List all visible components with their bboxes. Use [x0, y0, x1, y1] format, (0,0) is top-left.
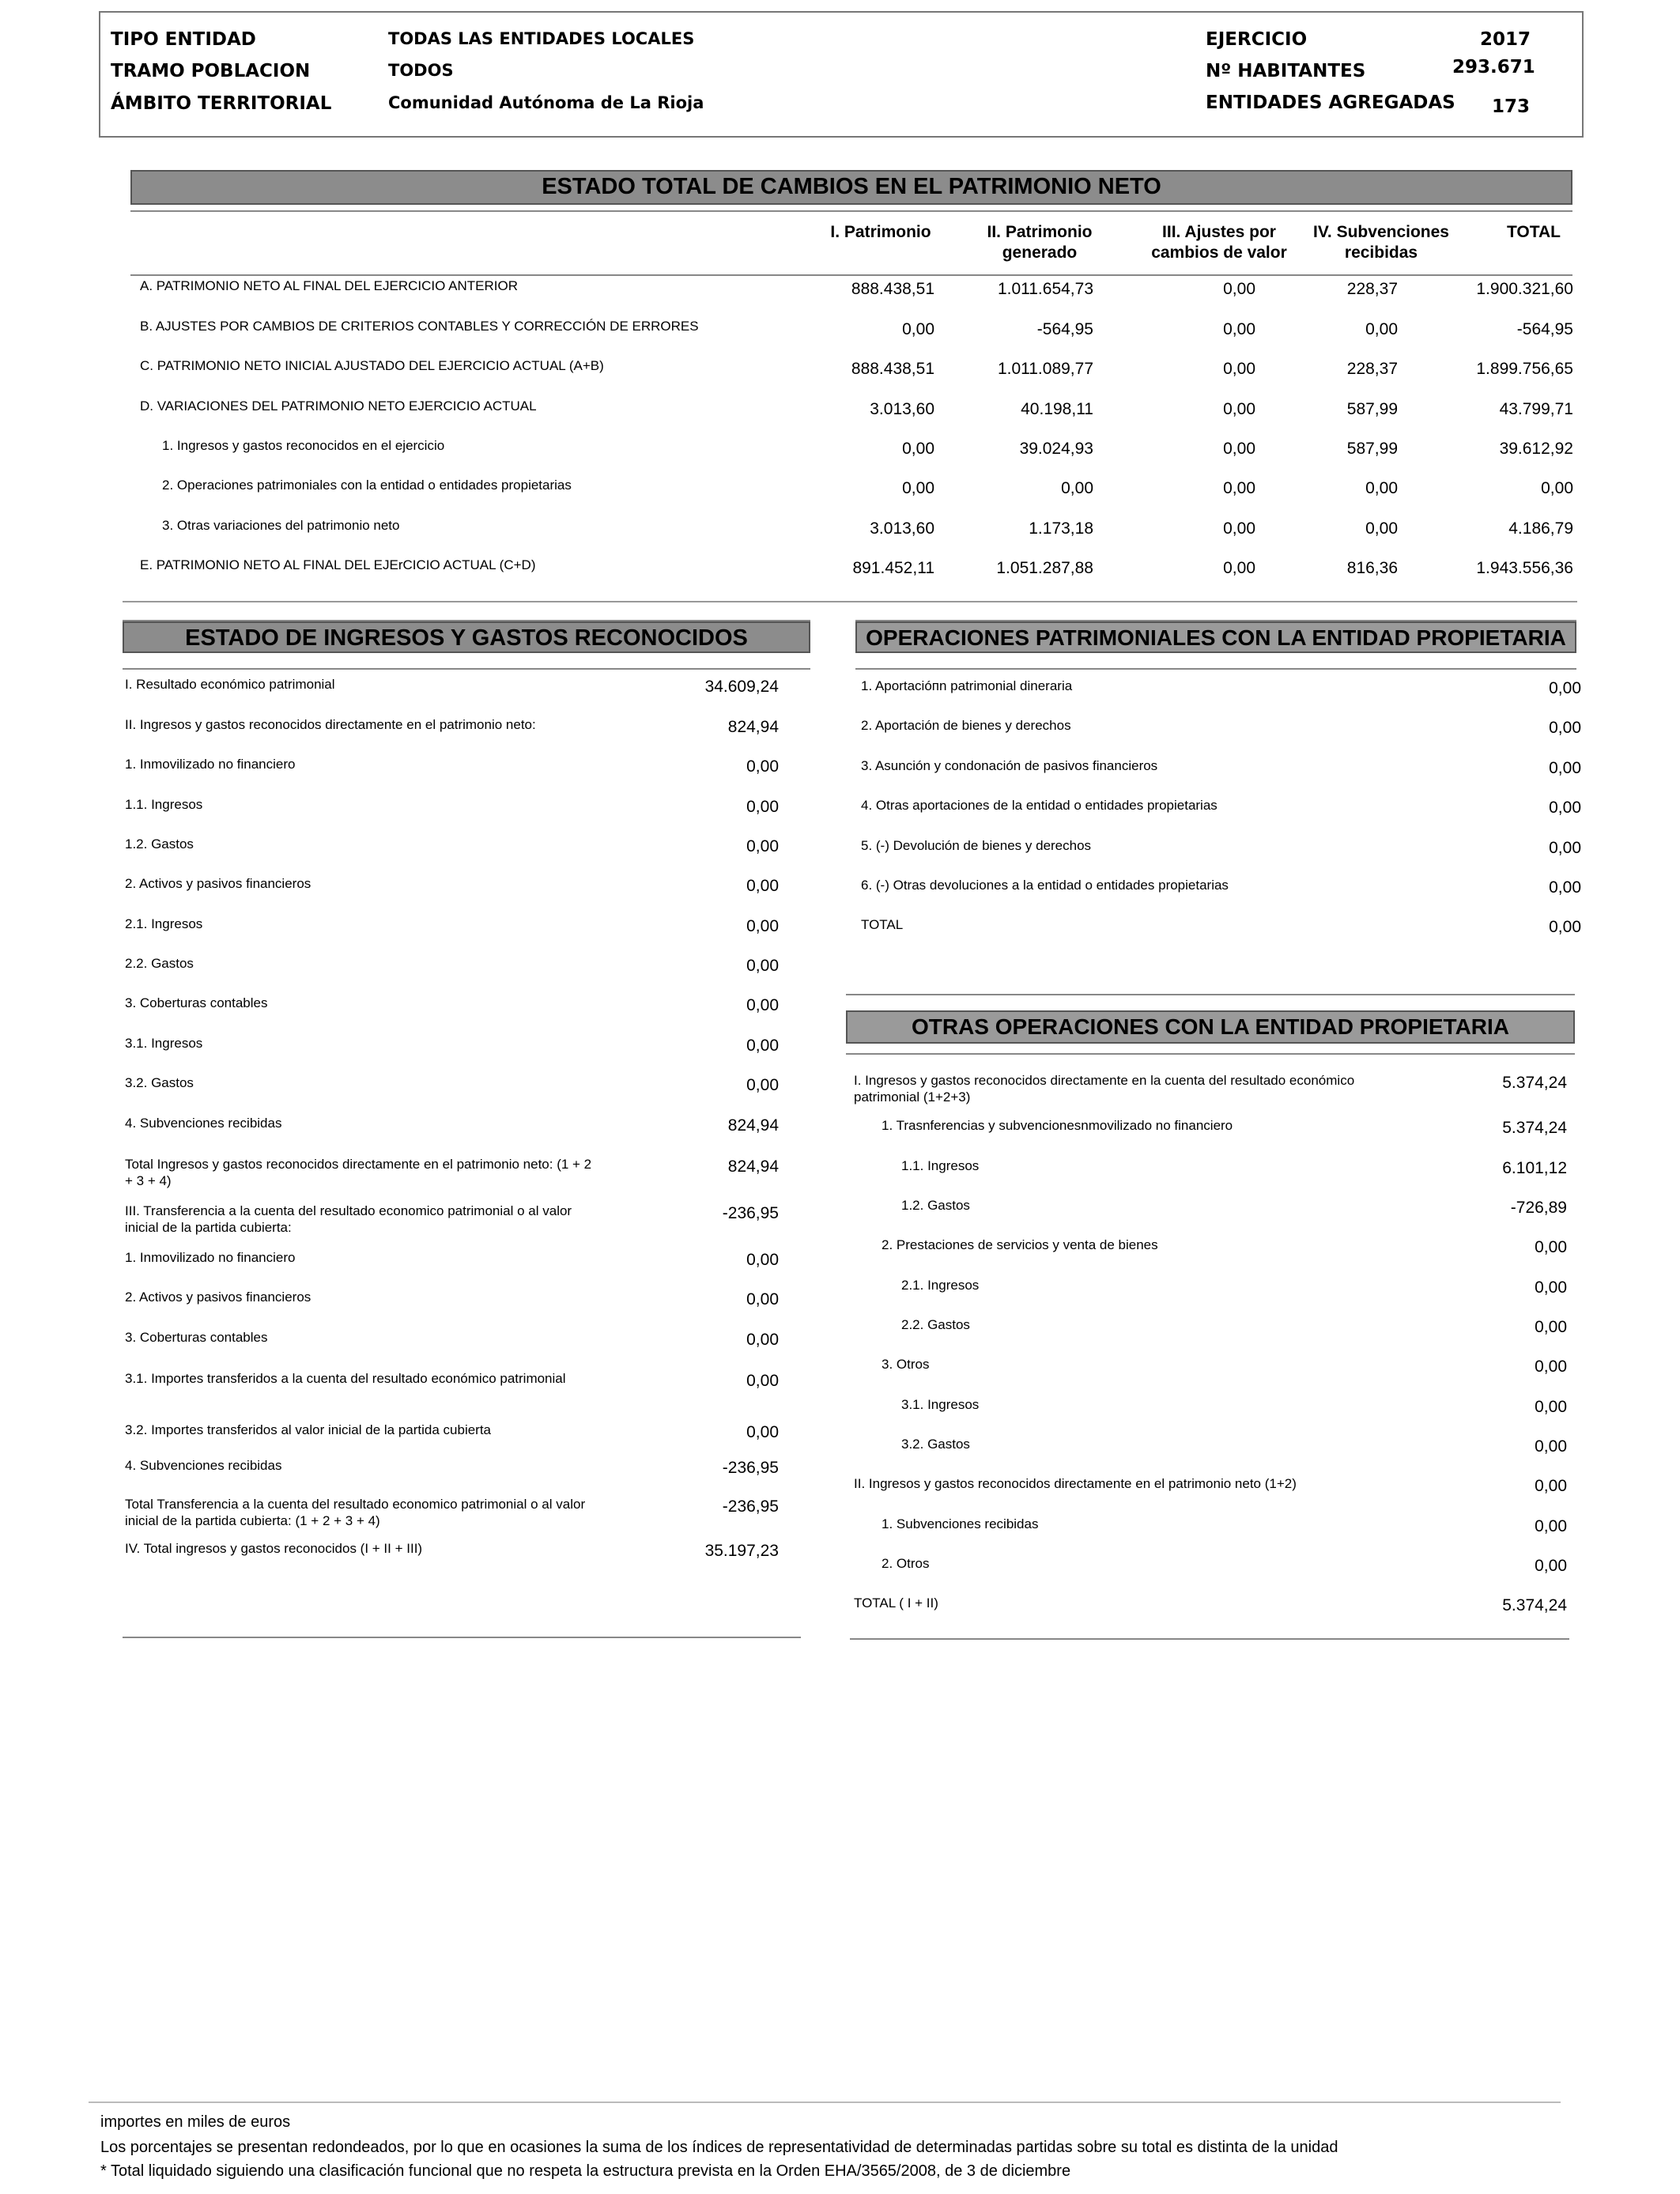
otras-row-value: 6.101,12 — [1502, 1159, 1567, 1177]
ejercicio-label: EJERCICIO — [1206, 29, 1308, 50]
divider — [130, 210, 1572, 212]
operaciones-row-value: 0,00 — [1549, 719, 1581, 737]
patrimonio-cell: 1.173,18 — [1029, 519, 1093, 538]
ingresos-row-label: 3.2. Gastos — [125, 1075, 194, 1090]
ingresos-row-value: 0,00 — [746, 957, 779, 975]
patrimonio-cell: 3.013,60 — [870, 400, 934, 418]
ingresos-row-label: 4. Subvenciones recibidas — [125, 1116, 282, 1131]
column-header: III. Ajustes por — [1162, 223, 1276, 241]
otras-row-label: 2. Prestaciones de servicios y venta de bienes — [882, 1237, 1158, 1252]
patrimonio-cell: 0,00 — [902, 320, 934, 338]
ingresos-row-value: 824,94 — [727, 718, 779, 736]
ingresos-row-label: 2. Activos y pasivos financieros — [125, 876, 311, 891]
ingresos-row-value: 0,00 — [746, 877, 779, 895]
otras-row-label: 1. Subvenciones recibidas — [882, 1516, 1039, 1531]
ingresos-row-label: Total Ingresos y gastos reconocidos directamente en el patrimonio neto: (1 + 2 + 3 + 4) — [125, 1157, 592, 1188]
operaciones-row-label: 2. Aportación de bienes y derechos — [861, 718, 1071, 733]
patrimonio-cell: 0,00 — [1223, 360, 1255, 378]
patrimonio-cell: 0,00 — [1365, 479, 1398, 497]
otras-row-label: 2. Otros — [882, 1556, 930, 1571]
patrimonio-cell: 0,00 — [1223, 320, 1255, 338]
tipo-entidad-value: TODAS LAS ENTIDADES LOCALES — [388, 29, 695, 48]
patrimonio-cell: 4.186,79 — [1508, 519, 1573, 538]
column-header: IV. Subvenciones — [1313, 223, 1449, 241]
ingresos-row-label: 1.2. Gastos — [125, 836, 194, 852]
patrimonio-cell: 0,00 — [1223, 400, 1255, 418]
patrimonio-cell: 1.051.287,88 — [996, 559, 1093, 577]
ingresos-row-value: 0,00 — [746, 1251, 779, 1269]
patrimonio-cell: 587,99 — [1346, 440, 1398, 458]
entidades-value: 173 — [1492, 96, 1531, 117]
habitantes-value: 293.671 — [1452, 57, 1535, 77]
patrimonio-cell: 0,00 — [1223, 280, 1255, 298]
otras-row-label: TOTAL ( I + II) — [854, 1595, 938, 1611]
otras-row-label: II. Ingresos y gastos reconocidos directamente en el patrimonio neto (1+2) — [854, 1476, 1297, 1491]
patrimonio-cell: 0,00 — [1365, 320, 1398, 338]
ingresos-row-label: 3. Coberturas contables — [125, 995, 268, 1010]
otras-row-label: 2.1. Ingresos — [901, 1278, 980, 1293]
operaciones-row-label: 6. (-) Otras devoluciones a la entidad o entidades propietarias — [861, 878, 1229, 893]
column-header: II. Patrimonio — [987, 223, 1093, 241]
divider — [850, 1638, 1569, 1640]
ingresos-row-label: Total Transferencia a la cuenta del resultado economico patrimonial o al valor inicial de la partida cubierta: (1 + 2 + 3 + 4) — [125, 1497, 586, 1528]
habitantes-label: Nº HABITANTES — [1206, 61, 1366, 81]
ingresos-row-label: 2.2. Gastos — [125, 956, 194, 971]
operaciones-row-value: 0,00 — [1549, 878, 1581, 897]
otras-row-value: 0,00 — [1535, 1358, 1567, 1376]
ingresos-row-label: I. Resultado económico patrimonial — [125, 677, 335, 692]
patrimonio-cell: 0,00 — [1365, 519, 1398, 538]
otras-row-value: 0,00 — [1535, 1278, 1567, 1297]
patrimonio-row-label: C. PATRIMONIO NETO INICIAL AJUSTADO DEL EJERCICIO ACTUAL (A+B) — [140, 358, 604, 373]
patrimonio-cell: 0,00 — [1223, 440, 1255, 458]
ingresos-row-value: 0,00 — [746, 917, 779, 935]
patrimonio-cell: 1.899.756,65 — [1476, 360, 1573, 378]
otras-row-label: 1. Trasnferencias y subvencionesnmovilizado no financiero — [882, 1118, 1233, 1133]
column-header-sub: cambios de valor — [1151, 244, 1287, 262]
patrimonio-cell: 228,37 — [1346, 360, 1398, 378]
otras-row-label: 3.1. Ingresos — [901, 1397, 980, 1412]
operaciones-row-label: 3. Asunción y condonación de pasivos financieros — [861, 758, 1158, 773]
patrimonio-cell: -564,95 — [1036, 320, 1093, 338]
otras-row-value: 0,00 — [1535, 1477, 1567, 1495]
tramo-value: TODOS — [388, 61, 454, 80]
patrimonio-row-label: A. PATRIMONIO NETO AL FINAL DEL EJERCICIO ANTERIOR — [140, 278, 518, 293]
ingresos-row-value: -236,95 — [722, 1497, 779, 1516]
otras-row-value: 0,00 — [1535, 1318, 1567, 1336]
ejercicio-value: 2017 — [1480, 29, 1531, 50]
ingresos-row-value: 34.609,24 — [704, 678, 779, 696]
patrimonio-cell: 816,36 — [1346, 559, 1398, 577]
patrimonio-cell: 43.799,71 — [1499, 400, 1573, 418]
divider — [123, 668, 810, 670]
divider — [130, 274, 1572, 276]
operaciones-row-label: TOTAL — [861, 917, 904, 932]
ingresos-row-label: 2. Activos y pasivos financieros — [125, 1290, 311, 1305]
patrimonio-cell: 1.011.089,77 — [997, 360, 1093, 378]
ingresos-row-label: III. Transferencia a la cuenta del resultado economico patrimonial o al valor inicial de la partida cubierta: — [125, 1203, 572, 1235]
patrimonio-cell: 0,00 — [902, 440, 934, 458]
operaciones-row-value: 0,00 — [1549, 839, 1581, 857]
ingresos-row-label: 1. Inmovilizado no financiero — [125, 757, 296, 772]
operaciones-row-value: 0,00 — [1549, 759, 1581, 777]
patrimonio-row-label: D. VARIACIONES DEL PATRIMONIO NETO EJERCICIO ACTUAL — [140, 398, 537, 413]
operaciones-row-label: 1. Aportacióпn patrimonial dineraria — [861, 678, 1073, 693]
otras-row-value: 0,00 — [1535, 1517, 1567, 1535]
column-header: I. Patrimonio — [830, 223, 931, 241]
operaciones-row-label: 5. (-) Devolución de bienes y derechos — [861, 838, 1092, 853]
tipo-entidad-label: TIPO ENTIDAD — [111, 29, 256, 50]
otras-row-value: 0,00 — [1535, 1398, 1567, 1416]
patrimonio-row-label: 1. Ingresos y gastos reconocidos en el ejercicio — [162, 438, 445, 453]
patrimonio-cell: 888.438,51 — [851, 360, 934, 378]
ingresos-row-value: 0,00 — [746, 1037, 779, 1055]
ingresos-row-label: 2.1. Ingresos — [125, 916, 203, 931]
ingresos-row-label: 3.1. Ingresos — [125, 1036, 203, 1051]
patrimonio-cell: 891.452,11 — [852, 559, 934, 577]
otras-row-value: 0,00 — [1535, 1238, 1567, 1256]
ingresos-row-value: 824,94 — [727, 1157, 779, 1176]
patrimonio-cell: 1.943.556,36 — [1476, 559, 1573, 577]
patrimonio-cell: 228,37 — [1346, 280, 1398, 298]
otras-row-label: 3. Otros — [882, 1357, 930, 1372]
ingresos-row-value: 0,00 — [746, 757, 779, 776]
footer-units: importes en miles de euros — [100, 2113, 291, 2131]
ingresos-row-value: 0,00 — [746, 1076, 779, 1094]
ingresos-row-label: 1. Inmovilizado no financiero — [125, 1250, 296, 1265]
ingresos-row-label: 3. Coberturas contables — [125, 1330, 268, 1345]
patrimonio-cell: 1.011.654,73 — [997, 280, 1093, 298]
otras-row-value: -726,89 — [1510, 1199, 1567, 1217]
column-header-sub: recibidas — [1344, 244, 1418, 262]
ingresos-row-value: 0,00 — [746, 996, 779, 1014]
ingresos-row-value: 824,94 — [727, 1116, 779, 1135]
patrimonio-cell: 3.013,60 — [870, 519, 934, 538]
otras-title: OTRAS OPERACIONES CON LA ENTIDAD PROPIETARIA — [846, 1010, 1575, 1044]
ingresos-row-label: IV. Total ingresos y gastos reconocidos (I + II + III) — [125, 1541, 423, 1556]
ingresos-row-value: -236,95 — [722, 1459, 779, 1477]
patrimonio-row-label: E. PATRIMONIO NETO AL FINAL DEL EJErCICIO ACTUAL (C+D) — [140, 557, 536, 572]
ingresos-row-label: 3.1. Importes transferidos a la cuenta del resultado económico patrimonial — [125, 1371, 566, 1386]
patrimonio-cell: 0,00 — [1223, 559, 1255, 577]
ingresos-row-label: II. Ingresos y gastos reconocidos directamente en el patrimonio neto: — [125, 717, 536, 732]
patrimonio-title: ESTADO TOTAL DE CAMBIOS EN EL PATRIMONIO NETO — [130, 170, 1572, 205]
tramo-label: TRAMO POBLACION — [111, 61, 311, 81]
divider — [855, 668, 1576, 670]
operaciones-row-label: 4. Otras aportaciones de la entidad o entidades propietarias — [861, 798, 1218, 813]
operaciones-row-value: 0,00 — [1549, 799, 1581, 817]
patrimonio-row-label: B. AJUSTES POR CAMBIOS DE CRITERIOS CONTABLES Y CORRECCIÓN DE ERRORES — [140, 319, 699, 334]
otras-row-value: 0,00 — [1535, 1437, 1567, 1456]
ambito-label: ÁMBITO TERRITORIAL — [111, 93, 332, 114]
otras-row-value: 0,00 — [1535, 1557, 1567, 1575]
footer-note-percent: Los porcentajes se presentan redondeados, por lo que en ocasiones la suma de los índices de representatividad de determinadas partidas sobre su total es distinta de la unidad — [100, 2139, 1338, 2156]
patrimonio-cell: 39.612,92 — [1499, 440, 1573, 458]
footer-note-total: * Total liquidado siguiendo una clasificación funcional que no respeta la estructura prevista en la Orden EHA/3565/2008, de 3 de diciembre — [100, 2162, 1071, 2180]
patrimonio-cell: 0,00 — [1541, 479, 1573, 497]
patrimonio-cell: 40.198,11 — [1021, 400, 1093, 418]
ingresos-row-value: 0,00 — [746, 1290, 779, 1308]
column-header: TOTAL — [1506, 223, 1561, 241]
patrimonio-row-label: 2. Operaciones patrimoniales con la entidad o entidades propietarias — [162, 478, 572, 493]
patrimonio-cell: 888.438,51 — [851, 280, 934, 298]
patrimonio-cell: 587,99 — [1346, 400, 1398, 418]
otras-row-value: 5.374,24 — [1502, 1074, 1567, 1092]
ingresos-row-value: 0,00 — [746, 798, 779, 816]
patrimonio-cell: 0,00 — [1223, 519, 1255, 538]
divider — [846, 994, 1575, 995]
patrimonio-cell: 0,00 — [902, 479, 934, 497]
otras-row-label: 3.2. Gastos — [901, 1437, 970, 1452]
divider — [123, 1637, 801, 1638]
patrimonio-cell: 0,00 — [1223, 479, 1255, 497]
otras-row-label: I. Ingresos y gastos reconocidos directamente en la cuenta del resultado económico patrimonial (1+2+3) — [854, 1073, 1355, 1105]
patrimonio-cell: 0,00 — [1061, 479, 1093, 497]
footer-divider — [89, 2101, 1561, 2103]
ingresos-title: ESTADO DE INGRESOS Y GASTOS RECONOCIDOS — [123, 621, 810, 653]
otras-row-label: 1.2. Gastos — [901, 1198, 970, 1213]
ingresos-row-value: 0,00 — [746, 1423, 779, 1441]
patrimonio-cell: 39.024,93 — [1019, 440, 1093, 458]
patrimonio-row-label: 3. Otras variaciones del patrimonio neto — [162, 518, 400, 533]
ingresos-row-value: 0,00 — [746, 1331, 779, 1349]
ingresos-row-label: 1.1. Ingresos — [125, 797, 203, 812]
ingresos-row-value: 0,00 — [746, 1372, 779, 1390]
patrimonio-cell: -564,95 — [1516, 320, 1573, 338]
column-header-sub: generado — [1002, 244, 1078, 262]
otras-row-label: 2.2. Gastos — [901, 1317, 970, 1332]
ingresos-row-value: -236,95 — [722, 1204, 779, 1222]
operaciones-title: OPERACIONES PATRIMONIALES CON LA ENTIDAD PROPIETARIA — [855, 621, 1576, 653]
patrimonio-cell: 1.900.321,60 — [1476, 280, 1573, 298]
otras-row-value: 5.374,24 — [1502, 1119, 1567, 1137]
entidades-label: ENTIDADES AGREGADAS — [1206, 93, 1455, 113]
operaciones-row-value: 0,00 — [1549, 918, 1581, 936]
divider — [846, 1053, 1575, 1055]
operaciones-row-value: 0,00 — [1549, 679, 1581, 697]
divider — [123, 601, 1577, 602]
ingresos-row-value: 35.197,23 — [704, 1542, 779, 1560]
ingresos-row-label: 3.2. Importes transferidos al valor inicial de la partida cubierta — [125, 1422, 492, 1437]
otras-row-label: 1.1. Ingresos — [901, 1158, 980, 1173]
ambito-value: Comunidad Autónoma de La Rioja — [388, 93, 704, 112]
ingresos-row-value: 0,00 — [746, 837, 779, 855]
otras-row-value: 5.374,24 — [1502, 1596, 1567, 1614]
ingresos-row-label: 4. Subvenciones recibidas — [125, 1458, 282, 1473]
